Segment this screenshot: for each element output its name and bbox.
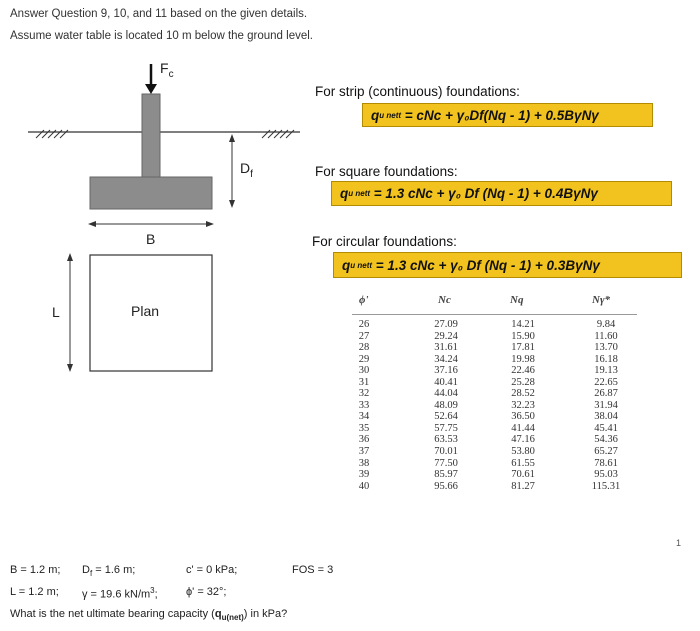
phi-cell: 30 bbox=[358, 365, 370, 377]
nc-cell: 40.41 bbox=[434, 376, 458, 388]
ngamma-cell: 9.84 bbox=[596, 319, 616, 330]
nc-cell: 63.53 bbox=[434, 434, 458, 446]
ngamma-cell: 11.60 bbox=[594, 330, 618, 342]
nc-cell: 77.50 bbox=[434, 457, 458, 469]
ngamma-cell: 13.70 bbox=[594, 342, 618, 354]
given-fos: FOS = 3 bbox=[292, 564, 334, 576]
nc-cell: 95.66 bbox=[434, 480, 458, 492]
given-b: B = 1.2 m; bbox=[10, 564, 61, 576]
nc-cell: 52.64 bbox=[434, 411, 458, 423]
nq-cell: 53.80 bbox=[511, 446, 535, 458]
ngamma-cell: 22.65 bbox=[594, 376, 618, 388]
width-label: B bbox=[146, 231, 156, 247]
ngamma-cell: 38.04 bbox=[594, 411, 618, 423]
nc-cell: 44.04 bbox=[434, 388, 458, 400]
column-ngamma bbox=[580, 319, 632, 492]
page-number: 1 bbox=[676, 538, 682, 548]
circular-formula: q u nett = 1.3 cNc + γ₀ Df (Nq - 1) + 0.3BγNγ bbox=[333, 252, 682, 278]
nq-cell: 32.23 bbox=[511, 399, 535, 411]
header-nq: Nq bbox=[510, 294, 524, 306]
phi-cell: 27 bbox=[358, 330, 370, 342]
nq-cell: 61.55 bbox=[511, 457, 535, 469]
square-formula: q u nett = 1.3 cNc + γ₀ Df (Nq - 1) + 0.4BγNγ bbox=[331, 181, 672, 206]
header-nc: Nc bbox=[438, 294, 451, 306]
ngamma-cell: 19.13 bbox=[594, 365, 618, 377]
nq-cell: 41.44 bbox=[511, 422, 535, 434]
ngamma-cell: 45.41 bbox=[594, 422, 618, 434]
ngamma-cell: 26.87 bbox=[594, 388, 618, 400]
instruction-line-2: Assume water table is located 10 m below the ground level. bbox=[10, 30, 313, 42]
ngamma-cell: 95.03 bbox=[594, 469, 618, 481]
nc-cell: 37.16 bbox=[434, 365, 458, 377]
given-df: $D_f = 1.6$ m; bbox=[82, 564, 136, 579]
nc-cell: 70.01 bbox=[434, 446, 458, 458]
phi-cell: 39 bbox=[358, 469, 370, 481]
nc-cell: 57.75 bbox=[434, 422, 458, 434]
question-text: What is the net ultimate bearing capacity $(q_{u(net)})$ in kPa? bbox=[10, 608, 288, 623]
given-c: c' = 0 kPa; bbox=[186, 564, 238, 576]
column-phi bbox=[346, 319, 382, 492]
phi-cell: 31 bbox=[358, 376, 370, 388]
header-phi: ϕ' bbox=[359, 294, 369, 306]
ngamma-cell: 54.36 bbox=[594, 434, 618, 446]
nc-cell: 27.09 bbox=[434, 319, 458, 330]
nq-cell: 15.90 bbox=[511, 330, 535, 342]
phi-cell: 32 bbox=[358, 388, 370, 400]
nq-cell: 47.16 bbox=[511, 434, 535, 446]
ngamma-cell: 65.27 bbox=[594, 446, 618, 458]
nq-cell: 36.50 bbox=[511, 411, 535, 423]
strip-title: For strip (continuous) foundations: bbox=[315, 84, 520, 99]
strip-formula: q u nett = cNc + γ₀Df(Nq - 1) + 0.5BγNγ bbox=[362, 103, 653, 127]
nq-cell: 19.98 bbox=[511, 353, 535, 365]
phi-cell: 36 bbox=[358, 434, 370, 446]
length-label: L bbox=[52, 304, 60, 320]
nc-cell: 85.97 bbox=[434, 469, 458, 481]
nq-cell: 81.27 bbox=[511, 480, 535, 492]
plan-label: Plan bbox=[131, 303, 160, 319]
depth-label: $D_f$ bbox=[240, 160, 253, 180]
nq-cell: 14.21 bbox=[511, 319, 535, 330]
nq-cell: 22.46 bbox=[511, 365, 535, 377]
given-phi: ϕ' = 32°; bbox=[186, 586, 227, 598]
nq-cell: 17.81 bbox=[511, 342, 535, 354]
column-nq bbox=[499, 319, 547, 492]
column-nc bbox=[422, 319, 470, 492]
phi-cell: 38 bbox=[358, 457, 370, 469]
header-ngamma: Nγ* bbox=[592, 294, 611, 306]
ngamma-cell: 115.31 bbox=[591, 480, 621, 492]
phi-cell: 28 bbox=[358, 342, 370, 354]
nc-cell: 29.24 bbox=[434, 330, 458, 342]
nq-cell: 25.28 bbox=[511, 376, 535, 388]
nq-cell: 70.61 bbox=[511, 469, 535, 481]
phi-cell: 29 bbox=[358, 353, 370, 365]
phi-cell: 33 bbox=[358, 399, 370, 411]
circular-title: For circular foundations: bbox=[312, 234, 457, 249]
phi-cell: 40 bbox=[358, 480, 370, 492]
nc-cell: 34.24 bbox=[434, 353, 458, 365]
square-title: For square foundations: bbox=[315, 164, 458, 179]
phi-cell: 26 bbox=[358, 319, 370, 330]
given-gamma: γ = 19.6 $kN/m^3$; bbox=[82, 586, 158, 601]
phi-cell: 35 bbox=[358, 422, 370, 434]
nq-cell: 28.52 bbox=[511, 388, 535, 400]
nc-cell: 31.61 bbox=[434, 342, 458, 354]
given-l: L = 1.2 m; bbox=[10, 586, 59, 598]
ngamma-cell: 78.61 bbox=[594, 457, 618, 469]
footing-diagram bbox=[0, 50, 310, 380]
nc-cell: 48.09 bbox=[434, 399, 458, 411]
ngamma-cell: 31.94 bbox=[594, 399, 618, 411]
ngamma-cell: 16.18 bbox=[594, 353, 618, 365]
phi-cell: 34 bbox=[358, 411, 370, 423]
phi-cell: 37 bbox=[358, 446, 370, 458]
load-label: $F_c$ bbox=[160, 60, 174, 80]
instruction-line-1: Answer Question 9, 10, and 11 based on the given details. bbox=[10, 8, 308, 20]
